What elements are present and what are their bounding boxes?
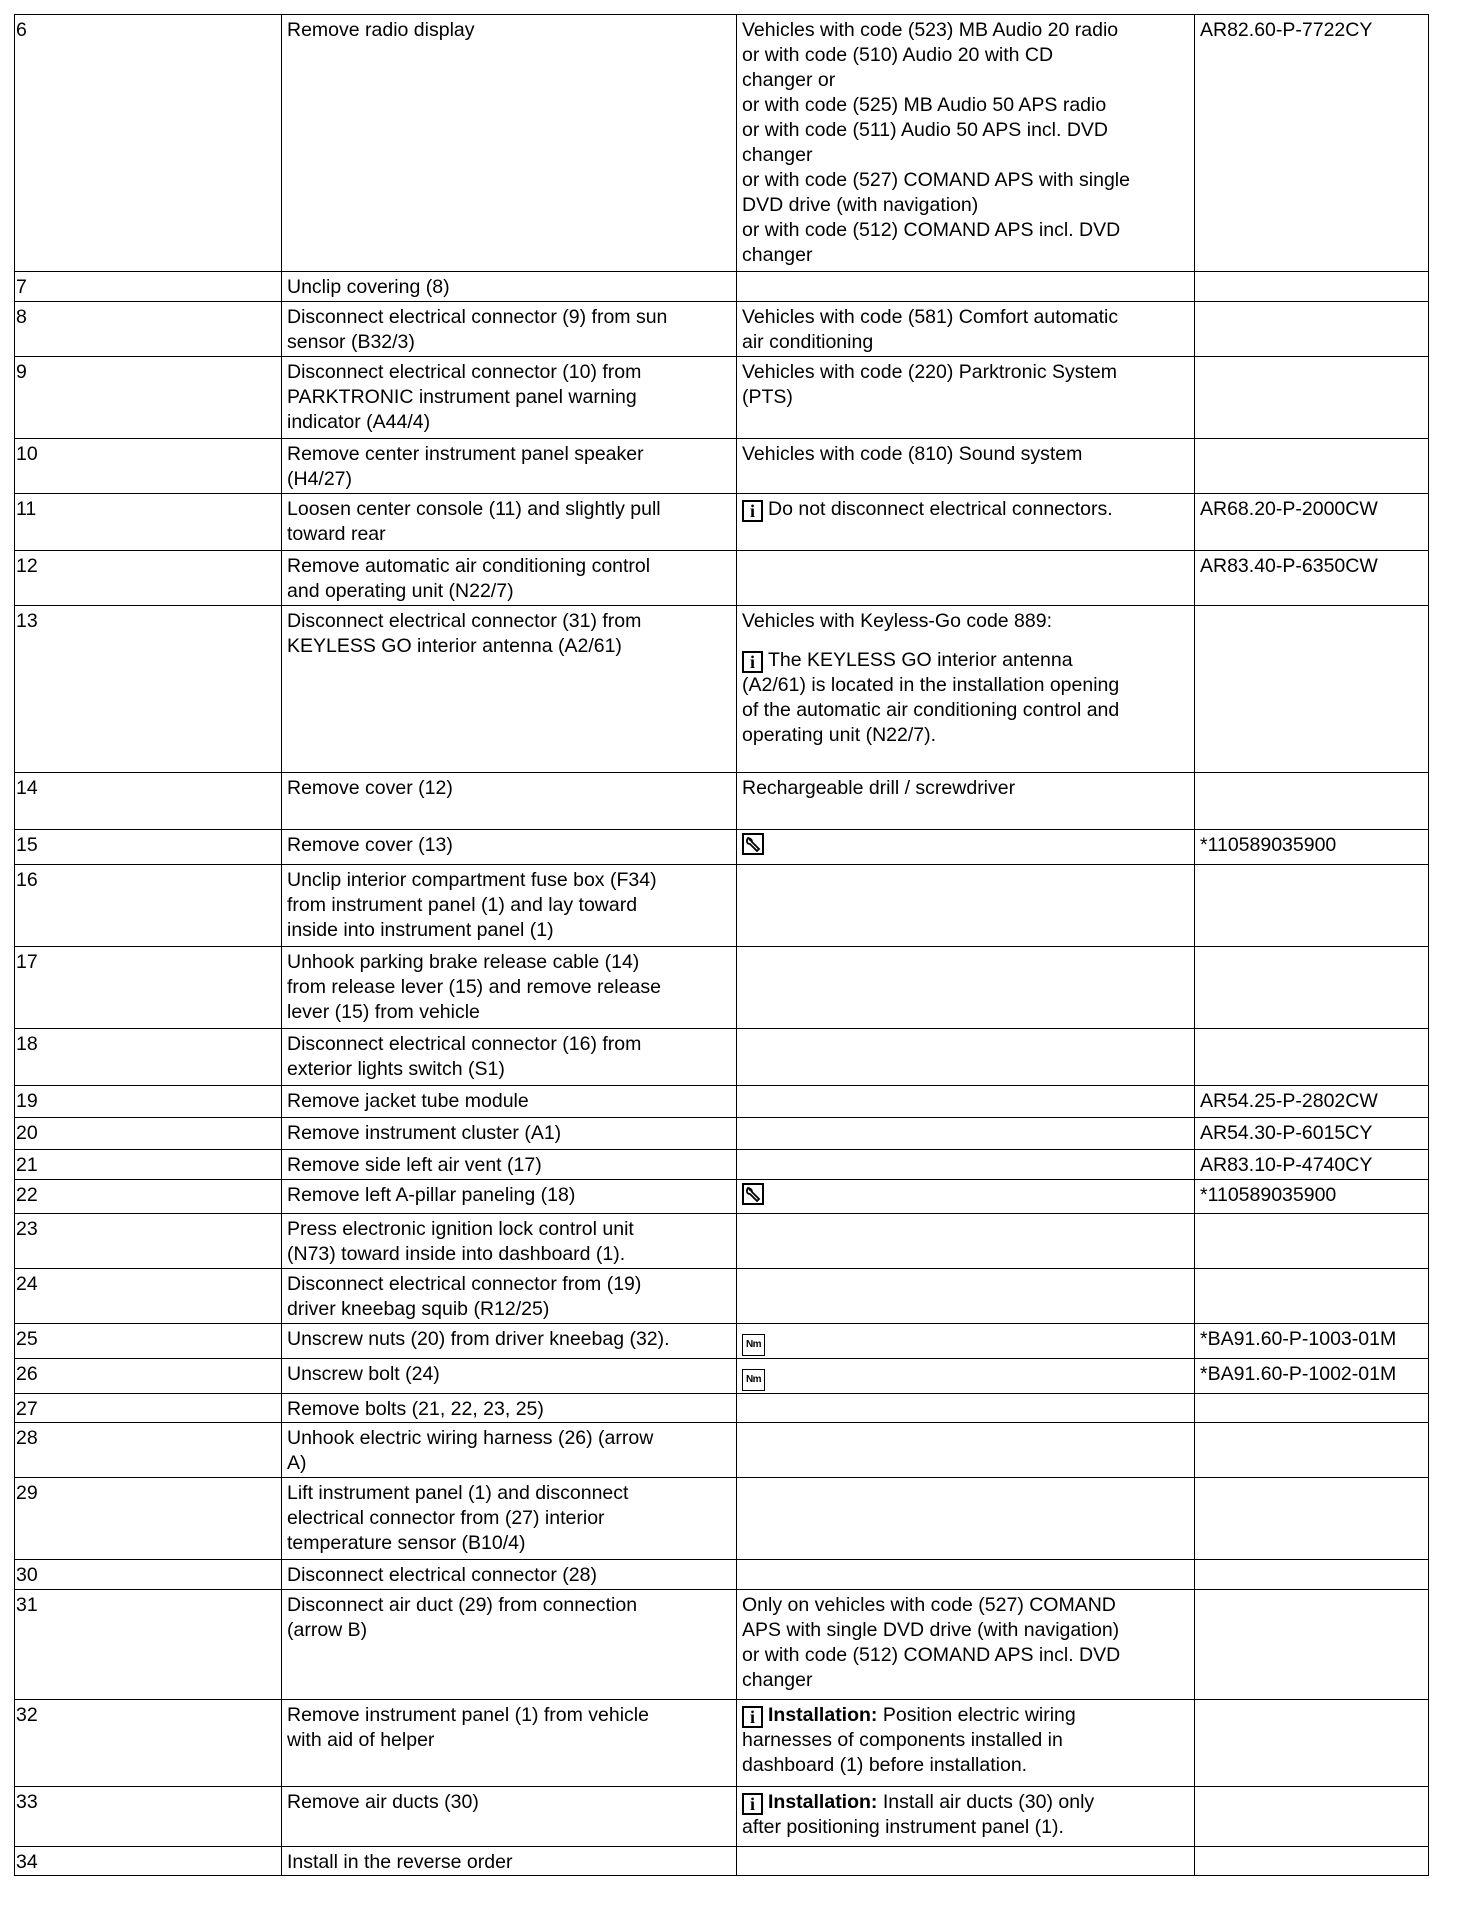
operation-cell: Disconnect electrical connector from (19) driver kneebag squib (R12/25) bbox=[282, 1269, 737, 1324]
table-row bbox=[15, 551, 1429, 606]
table-row bbox=[15, 1214, 1429, 1269]
reference-cell bbox=[1195, 1214, 1429, 1269]
table-row bbox=[15, 1150, 1429, 1180]
table-row bbox=[15, 15, 1429, 272]
operation-cell: Unclip covering (8) bbox=[282, 272, 737, 302]
operation-cell: Remove cover (13) bbox=[282, 830, 737, 865]
table-row bbox=[15, 1787, 1429, 1847]
step-number: 13 bbox=[15, 606, 282, 773]
notes-cell bbox=[737, 1086, 1195, 1118]
reference-cell bbox=[1195, 865, 1429, 947]
step-number: 24 bbox=[15, 1269, 282, 1324]
operation-cell: Unclip interior compartment fuse box (F34) from instrument panel (1) and lay toward inside into instrument panel (1) bbox=[282, 865, 737, 947]
notes-cell: Vehicles with code (581) Comfort automatic air conditioning bbox=[737, 302, 1195, 357]
step-number: 8 bbox=[15, 302, 282, 357]
reference-cell bbox=[1195, 947, 1429, 1029]
step-number: 12 bbox=[15, 551, 282, 606]
reference-cell bbox=[1195, 1787, 1429, 1847]
operation-cell: Remove jacket tube module bbox=[282, 1086, 737, 1118]
table-row bbox=[15, 1394, 1429, 1423]
reference-cell bbox=[1195, 773, 1429, 830]
step-number: 33 bbox=[15, 1787, 282, 1847]
reference-cell: AR54.25-P-2802CW bbox=[1195, 1086, 1429, 1118]
operation-cell: Disconnect electrical connector (9) from sun sensor (B32/3) bbox=[282, 302, 737, 357]
notes-cell bbox=[737, 1560, 1195, 1590]
operation-cell: Remove radio display bbox=[282, 15, 737, 272]
notes-cell bbox=[737, 1118, 1195, 1150]
reference-cell bbox=[1195, 1847, 1429, 1876]
table-row bbox=[15, 830, 1429, 865]
step-number: 34 bbox=[15, 1847, 282, 1876]
notes-cell bbox=[737, 1029, 1195, 1086]
notes-cell bbox=[737, 1394, 1195, 1423]
info-icon: i bbox=[742, 1793, 763, 1815]
table-row bbox=[15, 357, 1429, 439]
notes-cell: Rechargeable drill / screwdriver bbox=[737, 773, 1195, 830]
step-number: 10 bbox=[15, 439, 282, 494]
step-number: 18 bbox=[15, 1029, 282, 1086]
notes-cell bbox=[737, 1214, 1195, 1269]
step-number: 23 bbox=[15, 1214, 282, 1269]
operation-cell: Remove left A-pillar paneling (18) bbox=[282, 1180, 737, 1214]
reference-cell: AR54.30-P-6015CY bbox=[1195, 1118, 1429, 1150]
table-row bbox=[15, 1590, 1429, 1700]
step-number: 30 bbox=[15, 1560, 282, 1590]
notes-cell bbox=[737, 1359, 1195, 1394]
table-row bbox=[15, 1118, 1429, 1150]
table-row bbox=[15, 1269, 1429, 1324]
operation-cell: Lift instrument panel (1) and disconnect electrical connector from (27) interior temperature sensor (B10/4) bbox=[282, 1478, 737, 1560]
notes-cell bbox=[737, 1150, 1195, 1180]
table-row bbox=[15, 1560, 1429, 1590]
step-number: 9 bbox=[15, 357, 282, 439]
info-icon: i bbox=[742, 1706, 763, 1728]
operation-cell: Remove automatic air conditioning control and operating unit (N22/7) bbox=[282, 551, 737, 606]
notes-cell bbox=[737, 551, 1195, 606]
notes-cell bbox=[737, 947, 1195, 1029]
procedure-table bbox=[14, 14, 1429, 1876]
reference-cell bbox=[1195, 1394, 1429, 1423]
reference-cell: *BA91.60-P-1003-01M bbox=[1195, 1324, 1429, 1359]
reference-cell bbox=[1195, 1478, 1429, 1560]
table-row bbox=[15, 439, 1429, 494]
special-tool-icon bbox=[742, 1183, 764, 1205]
operation-cell: Disconnect electrical connector (16) from exterior lights switch (S1) bbox=[282, 1029, 737, 1086]
table-row bbox=[15, 1324, 1429, 1359]
reference-cell: *110589035900 bbox=[1195, 1180, 1429, 1214]
step-number: 16 bbox=[15, 865, 282, 947]
table-row bbox=[15, 947, 1429, 1029]
notes-cell bbox=[737, 1478, 1195, 1560]
reference-cell: *BA91.60-P-1002-01M bbox=[1195, 1359, 1429, 1394]
reference-cell bbox=[1195, 1560, 1429, 1590]
step-number: 21 bbox=[15, 1150, 282, 1180]
table-row bbox=[15, 865, 1429, 947]
table-row bbox=[15, 1359, 1429, 1394]
reference-cell: *110589035900 bbox=[1195, 830, 1429, 865]
step-number: 25 bbox=[15, 1324, 282, 1359]
operation-cell: Disconnect electrical connector (28) bbox=[282, 1560, 737, 1590]
reference-cell bbox=[1195, 606, 1429, 773]
table-row bbox=[15, 494, 1429, 551]
operation-cell: Unhook parking brake release cable (14) from release lever (15) and remove release lever (15) from vehicle bbox=[282, 947, 737, 1029]
operation-cell: Press electronic ignition lock control unit (N73) toward inside into dashboard (1). bbox=[282, 1214, 737, 1269]
torque-icon: Nm bbox=[742, 1369, 765, 1391]
step-number: 32 bbox=[15, 1700, 282, 1787]
step-number: 11 bbox=[15, 494, 282, 551]
operation-cell: Unhook electric wiring harness (26) (arrow A) bbox=[282, 1423, 737, 1478]
table-row bbox=[15, 1029, 1429, 1086]
reference-cell bbox=[1195, 1269, 1429, 1324]
notes-cell: Vehicles with code (220) Parktronic System (PTS) bbox=[737, 357, 1195, 439]
reference-cell bbox=[1195, 1029, 1429, 1086]
notes-cell bbox=[737, 1180, 1195, 1214]
step-number: 17 bbox=[15, 947, 282, 1029]
operation-cell: Loosen center console (11) and slightly pull toward rear bbox=[282, 494, 737, 551]
step-number: 31 bbox=[15, 1590, 282, 1700]
step-number: 26 bbox=[15, 1359, 282, 1394]
notes-cell: i Installation: Position electric wiring harnesses of components installed in dashboard (1) before installation. bbox=[737, 1700, 1195, 1787]
torque-icon: Nm bbox=[742, 1334, 765, 1356]
notes-cell bbox=[737, 1324, 1195, 1359]
table-row bbox=[15, 1423, 1429, 1478]
notes-cell: i Installation: Install air ducts (30) only after positioning instrument panel (1). bbox=[737, 1787, 1195, 1847]
step-number: 19 bbox=[15, 1086, 282, 1118]
reference-cell bbox=[1195, 272, 1429, 302]
notes-cell: Vehicles with code (523) MB Audio 20 radio or with code (510) Audio 20 with CD changer or or with code (525) MB Audio 50 APS radio or with code (511) Audio 50 APS incl. DVD changer or with code (527) COMAND APS with single DVD drive (with navigation) or with code (512) COMAND APS incl. DVD changer bbox=[737, 15, 1195, 272]
reference-cell bbox=[1195, 357, 1429, 439]
operation-cell: Disconnect air duct (29) from connection (arrow B) bbox=[282, 1590, 737, 1700]
reference-cell: AR83.40-P-6350CW bbox=[1195, 551, 1429, 606]
operation-cell: Disconnect electrical connector (10) from PARKTRONIC instrument panel warning indicator (A44/4) bbox=[282, 357, 737, 439]
notes-cell: Only on vehicles with code (527) COMAND APS with single DVD drive (with navigation) or with code (512) COMAND APS incl. DVD changer bbox=[737, 1590, 1195, 1700]
notes-cell bbox=[737, 1847, 1195, 1876]
reference-cell bbox=[1195, 1423, 1429, 1478]
step-number: 6 bbox=[15, 15, 282, 272]
table-row bbox=[15, 1180, 1429, 1214]
notes-cell: Vehicles with code (810) Sound system bbox=[737, 439, 1195, 494]
operation-cell: Remove center instrument panel speaker (H4/27) bbox=[282, 439, 737, 494]
operation-cell: Unscrew nuts (20) from driver kneebag (32). bbox=[282, 1324, 737, 1359]
special-tool-icon bbox=[742, 833, 764, 855]
step-number: 28 bbox=[15, 1423, 282, 1478]
step-number: 27 bbox=[15, 1394, 282, 1423]
step-number: 20 bbox=[15, 1118, 282, 1150]
reference-cell bbox=[1195, 1590, 1429, 1700]
operation-cell: Remove bolts (21, 22, 23, 25) bbox=[282, 1394, 737, 1423]
table-row bbox=[15, 302, 1429, 357]
step-number: 15 bbox=[15, 830, 282, 865]
table-row bbox=[15, 1478, 1429, 1560]
reference-cell: AR68.20-P-2000CW bbox=[1195, 494, 1429, 551]
info-icon: i bbox=[742, 651, 763, 673]
table-row bbox=[15, 773, 1429, 830]
operation-cell: Remove instrument panel (1) from vehicle with aid of helper bbox=[282, 1700, 737, 1787]
step-number: 22 bbox=[15, 1180, 282, 1214]
table-row bbox=[15, 1086, 1429, 1118]
operation-cell: Disconnect electrical connector (31) from KEYLESS GO interior antenna (A2/61) bbox=[282, 606, 737, 773]
reference-cell bbox=[1195, 1700, 1429, 1787]
table-row bbox=[15, 1847, 1429, 1876]
notes-cell bbox=[737, 1269, 1195, 1324]
reference-cell: AR82.60-P-7722CY bbox=[1195, 15, 1429, 272]
notes-cell bbox=[737, 1423, 1195, 1478]
operation-cell: Remove cover (12) bbox=[282, 773, 737, 830]
notes-cell bbox=[737, 272, 1195, 302]
operation-cell: Install in the reverse order bbox=[282, 1847, 737, 1876]
step-number: 14 bbox=[15, 773, 282, 830]
operation-cell: Remove side left air vent (17) bbox=[282, 1150, 737, 1180]
operation-cell: Remove air ducts (30) bbox=[282, 1787, 737, 1847]
reference-cell: AR83.10-P-4740CY bbox=[1195, 1150, 1429, 1180]
table-row bbox=[15, 272, 1429, 302]
notes-cell bbox=[737, 865, 1195, 947]
table-row bbox=[15, 606, 1429, 773]
operation-cell: Remove instrument cluster (A1) bbox=[282, 1118, 737, 1150]
operation-cell: Unscrew bolt (24) bbox=[282, 1359, 737, 1394]
notes-cell: i Do not disconnect electrical connectors. bbox=[737, 494, 1195, 551]
info-icon: i bbox=[742, 500, 763, 522]
step-number: 29 bbox=[15, 1478, 282, 1560]
notes-cell: Vehicles with Keyless-Go code 889: i The KEYLESS GO interior antenna (A2/61) is located in the installation opening of the automatic air conditioning control and operating unit (N22/7). bbox=[737, 606, 1195, 773]
reference-cell bbox=[1195, 302, 1429, 357]
reference-cell bbox=[1195, 439, 1429, 494]
notes-cell bbox=[737, 830, 1195, 865]
table-row bbox=[15, 1700, 1429, 1787]
step-number: 7 bbox=[15, 272, 282, 302]
